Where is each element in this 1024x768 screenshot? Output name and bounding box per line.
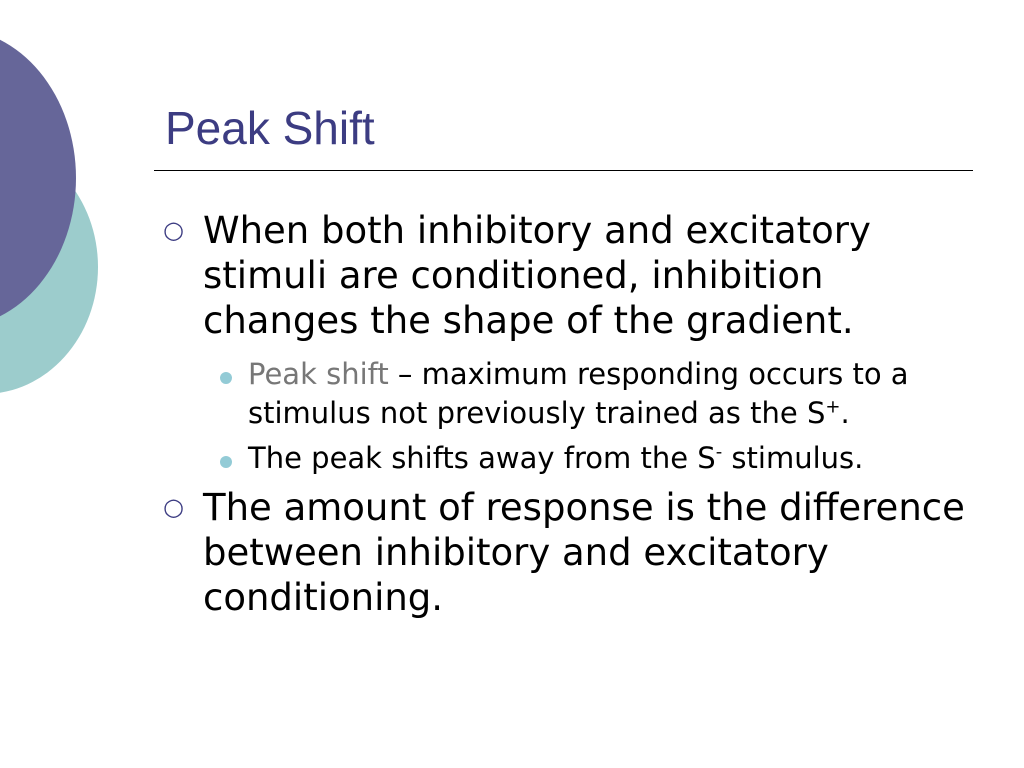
superscript-minus: - xyxy=(715,441,723,463)
sub-bullet-text: The peak shifts away from the S xyxy=(248,441,716,475)
superscript-plus: + xyxy=(825,395,841,417)
title-divider xyxy=(154,170,973,171)
sub-bullet-item xyxy=(163,439,973,478)
dot-bullet-icon xyxy=(220,456,232,468)
slide-content xyxy=(163,208,973,632)
sub-bullet-item xyxy=(163,355,973,432)
bullet-item xyxy=(163,485,973,620)
bullet-text: When both inhibitory and excitatory stimuli are conditioned, inhibition changes the shape of the gradient. xyxy=(203,209,871,342)
bullet-text: The amount of response is the difference between inhibitory and excitatory conditioning. xyxy=(203,485,965,619)
sub-bullet-text: – maximum responding occurs to a stimulus not previously trained as the S xyxy=(248,357,909,430)
term-peak-shift: Peak shift xyxy=(248,357,389,391)
dot-bullet-icon xyxy=(220,372,232,384)
bullet-item xyxy=(163,208,973,343)
hollow-circle-icon: ○ xyxy=(163,492,184,521)
hollow-circle-icon: ○ xyxy=(163,216,184,244)
sub-bullet-suffix: . xyxy=(840,395,850,430)
slide-title: Peak Shift xyxy=(165,102,375,154)
sub-bullet-suffix: stimulus. xyxy=(722,441,864,475)
